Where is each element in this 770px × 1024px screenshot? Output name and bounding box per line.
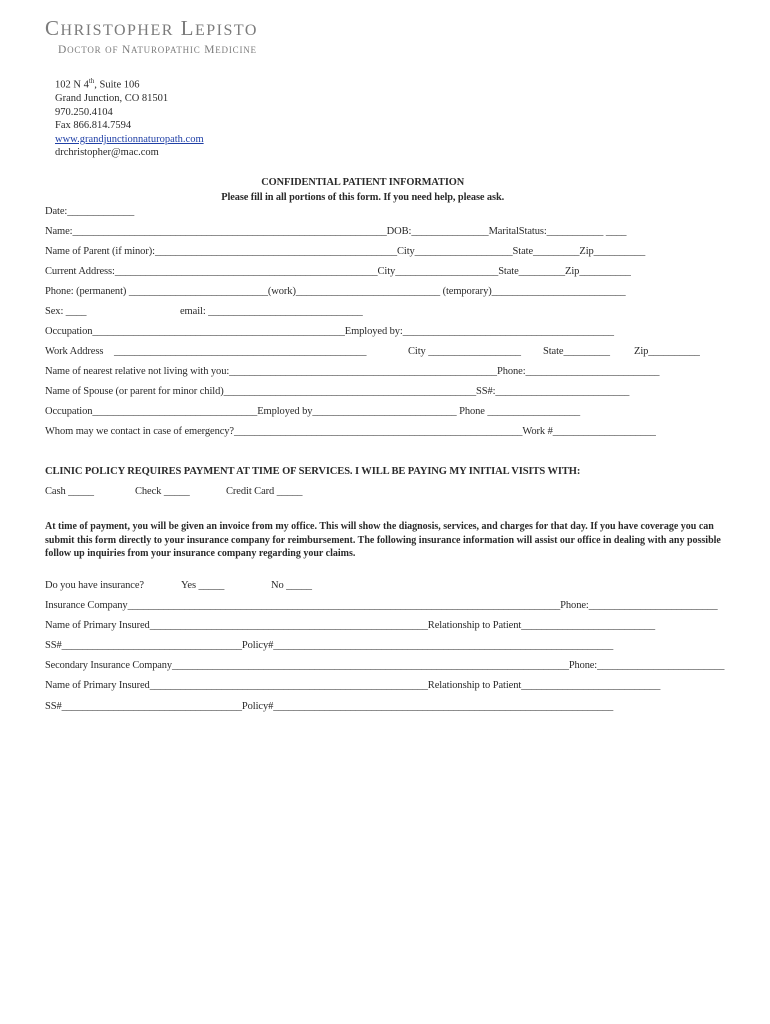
spouse-field[interactable]: Name of Spouse (or parent for minor child)_________________________________________________SS#:__________________________: [45, 386, 630, 397]
primary-insured-field[interactable]: Name of Primary Insured______________________________________________________Relationship to Patient__________________________: [45, 620, 656, 631]
work-address-field[interactable]: _________________________________________________: [114, 346, 367, 357]
payment-paragraph: At time of payment, you will be given an invoice from my office. This will show the diagnosis, services, and charges for that day. If you have coverage you can submit this form directly to your insurance company for reimbursement. The following insurance information will assist our office in dealing with any possible follow up inquiries from your insurance company regarding your claims.: [45, 521, 721, 559]
sex-field[interactable]: Sex: ____: [45, 306, 87, 317]
check-option[interactable]: Check _____: [135, 486, 190, 497]
policy-heading: CLINIC POLICY REQUIRES PAYMENT AT TIME OF SERVICES. I WILL BE PAYING MY INITIAL VISITS WITH:: [45, 466, 581, 477]
form-instruction: Please fill in all portions of this form. If you need help, please ask.: [221, 191, 505, 203]
website-link[interactable]: www.grandjunctionnaturopath.com: [55, 133, 204, 145]
street-address: 102 N 4th, Suite 106: [55, 77, 140, 91]
cash-option[interactable]: Cash _____: [45, 486, 94, 497]
address-block: [55, 75, 204, 160]
name-dob-marital-field[interactable]: Name:_____________________________________________________________DOB:_______________MaritalStatus:___________ ____: [45, 226, 627, 237]
city-line: Grand Junction, CO 81501: [55, 93, 169, 105]
secondary-ss-policy-field[interactable]: SS#___________________________________Policy#__________________________________________________________________: [45, 701, 614, 712]
emergency-contact-field[interactable]: Whom may we contact in case of emergency?________________________________________________________Work #____________________: [45, 426, 656, 437]
ss-policy-field[interactable]: SS#___________________________________Policy#__________________________________________________________________: [45, 640, 614, 651]
work-state-field[interactable]: State_________: [543, 346, 610, 357]
doctor-name: CHRISTOPHER LEPISTO: [45, 16, 258, 40]
occupation-field[interactable]: Occupation_________________________________________________Employed by:_________________________________________: [45, 326, 614, 337]
spouse-occupation-field[interactable]: Occupation________________________________Employed by____________________________ Phone __________________: [45, 406, 581, 417]
doctor-title: DOCTOR OF NATUROPATHIC MEDICINE: [58, 44, 257, 56]
insurance-yes[interactable]: Yes _____: [181, 580, 225, 591]
secondary-primary-insured-field[interactable]: Name of Primary Insured______________________________________________________Relationship to Patient___________________________: [45, 680, 661, 691]
insurance-no[interactable]: No _____: [271, 580, 312, 591]
insurance-company-field[interactable]: Insurance Company____________________________________________________________________________________Phone:_________________________: [45, 600, 718, 611]
phone-number: 970.250.4104: [55, 106, 113, 118]
work-address-label: Work Address: [45, 346, 104, 357]
parent-name-field[interactable]: Name of Parent (if minor):_______________________________________________City___________________State_________Zip__________: [45, 246, 646, 257]
date-field[interactable]: Date:_____________: [45, 206, 135, 217]
work-zip-field[interactable]: Zip__________: [634, 346, 700, 357]
nearest-relative-field[interactable]: Name of nearest relative not living with you:____________________________________________________Phone:__________________________: [45, 366, 660, 377]
work-city-field[interactable]: City __________________: [408, 346, 521, 357]
phone-field[interactable]: Phone: (permanent) ___________________________(work)____________________________ (temporary)__________________________: [45, 286, 626, 297]
email-address: drchristopher@mac.com: [55, 147, 159, 159]
current-address-field[interactable]: Current Address:___________________________________________________City____________________State_________Zip__________: [45, 266, 631, 277]
fax-number: Fax 866.814.7594: [55, 120, 132, 132]
insurance-question: Do you have insurance?: [45, 580, 144, 591]
email-field[interactable]: email: ______________________________: [180, 306, 363, 317]
secondary-insurance-field[interactable]: Secondary Insurance Company______________________________________________________________________________Phone:_________________________: [45, 660, 725, 671]
credit-card-option[interactable]: Credit Card _____: [226, 486, 303, 497]
form-title: CONFIDENTIAL PATIENT INFORMATION: [261, 176, 465, 188]
